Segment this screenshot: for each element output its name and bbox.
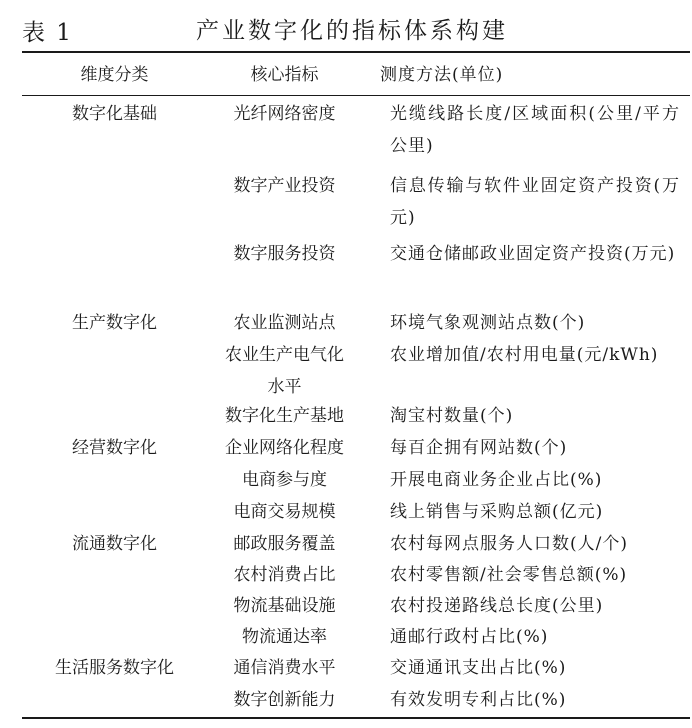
- table-label: 表 1: [22, 20, 73, 46]
- method-cell: 环境气象观测站点数(个): [390, 313, 586, 333]
- indicator-cell: 电商参与度: [242, 470, 327, 490]
- dimension-cell: 生产数字化: [72, 313, 157, 333]
- method-cell: 每百企拥有网站数(个): [390, 438, 568, 458]
- indicator-cell: 通信消费水平: [233, 658, 336, 678]
- dimension-cell: 数字化基础: [72, 104, 157, 124]
- dimension-cell: 经营数字化: [72, 438, 157, 458]
- method-cell: 农村零售额/社会零售总额(%): [390, 565, 628, 585]
- indicator-cell: 物流通达率: [242, 627, 327, 647]
- indicator-cell: 电商交易规模: [233, 502, 336, 522]
- table-title: 产业数字化的指标体系构建: [196, 18, 508, 44]
- indicator-cell: 数字化生产基地: [225, 406, 344, 426]
- header-rule: [22, 95, 690, 96]
- table-caption: [0, 0, 692, 50]
- dimension-cell: 流通数字化: [72, 534, 157, 554]
- indicator-cell: 邮政服务覆盖: [233, 534, 336, 554]
- indicator-cell: 光纤网络密度: [233, 104, 336, 124]
- method-cell: 交通通讯支出占比(%): [390, 658, 567, 678]
- method-cell: 农村每网点服务人口数(人/个): [390, 534, 628, 554]
- bottom-rule: [22, 717, 690, 719]
- header-method: 测度方法(单位): [380, 65, 504, 85]
- method-cell: 有效发明专利占比(%): [390, 690, 567, 710]
- method-cell: 农村投递路线总长度(公里): [390, 596, 604, 616]
- method-cell: 光缆线路长度/区域面积(公里/平方公里): [390, 104, 680, 156]
- indicator-cell: 数字服务投资: [233, 244, 336, 264]
- method-cell: 信息传输与软件业固定资产投资(万元): [390, 176, 680, 228]
- indicator-cell: 数字创新能力: [233, 690, 336, 710]
- method-cell: 线上销售与采购总额(亿元): [390, 502, 604, 522]
- indicator-cell: 农村消费占比: [233, 565, 336, 585]
- method-cell: 淘宝村数量(个): [390, 406, 514, 426]
- header-indicator: 核心指标: [250, 65, 319, 85]
- method-cell: 交通仓储邮政业固定资产投资(万元): [390, 244, 676, 264]
- method-cell: 农业增加值/农村用电量(元/kWh): [390, 345, 659, 365]
- indicator-cell: 农业生产电气化水平: [225, 345, 344, 397]
- top-rule: [22, 51, 690, 53]
- indicator-cell: 物流基础设施: [233, 596, 336, 616]
- indicator-cell: 企业网络化程度: [225, 438, 344, 458]
- method-cell: 通邮行政村占比(%): [390, 627, 549, 647]
- dimension-cell: 生活服务数字化: [55, 658, 174, 678]
- indicator-cell: 农业监测站点: [233, 313, 336, 333]
- header-dimension: 维度分类: [80, 65, 149, 85]
- indicator-cell: 数字产业投资: [233, 176, 336, 196]
- method-cell: 开展电商业务企业占比(%): [390, 470, 603, 490]
